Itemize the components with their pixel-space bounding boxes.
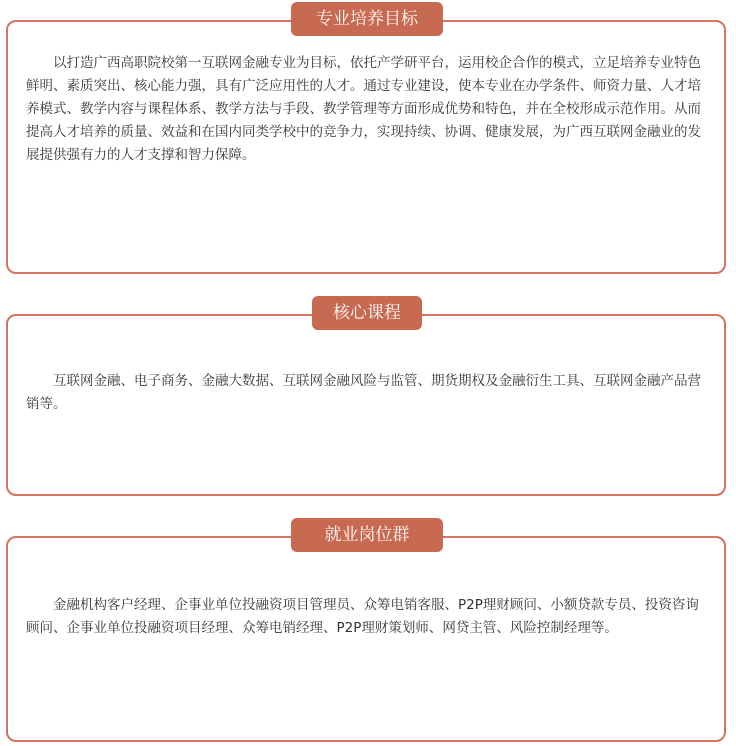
section-training-goal [6,2,728,276]
section-core-courses [6,296,728,498]
section-content: 互联网金融、电子商务、金融大数据、互联网金融风险与监管、期货期权及金融衍生工具、互联网金融产品营销等。 [26,373,701,412]
section-content: 金融机构客户经理、企事业单位投融资项目管理员、众筹电销客服、P2P理财顾问、小额贷款专员、投资咨询顾问、企事业单位投融资项目经理、众筹电销经理、P2P理财策划师、网贷主管、风险控制经理等。 [26,597,699,636]
section-content: 以打造广西高职院校第一互联网金融专业为目标，依托产学研平台，运用校企合作的模式，立足培养专业特色鲜明、素质突出、核心能力强，具有广泛应用性的人才。通过专业建设，使本专业在办学条件、师资力量、人才培养模式、教学内容与课程体系、教学方法与手段、教学管理等方面形成优势和特色，并在全校形成示范作用。从而提高人才培养的质量、效益和在国内同类学校中的竞争力，实现持续、协调、健康发展，为广西互联网金融业的发展提供强有力的人才支撑和智力保障。 [26,55,701,163]
section-title: 专业培养目标 [291,2,443,36]
section-job-positions [6,518,728,744]
section-title: 核心课程 [312,296,422,330]
section-title: 就业岗位群 [291,518,443,552]
